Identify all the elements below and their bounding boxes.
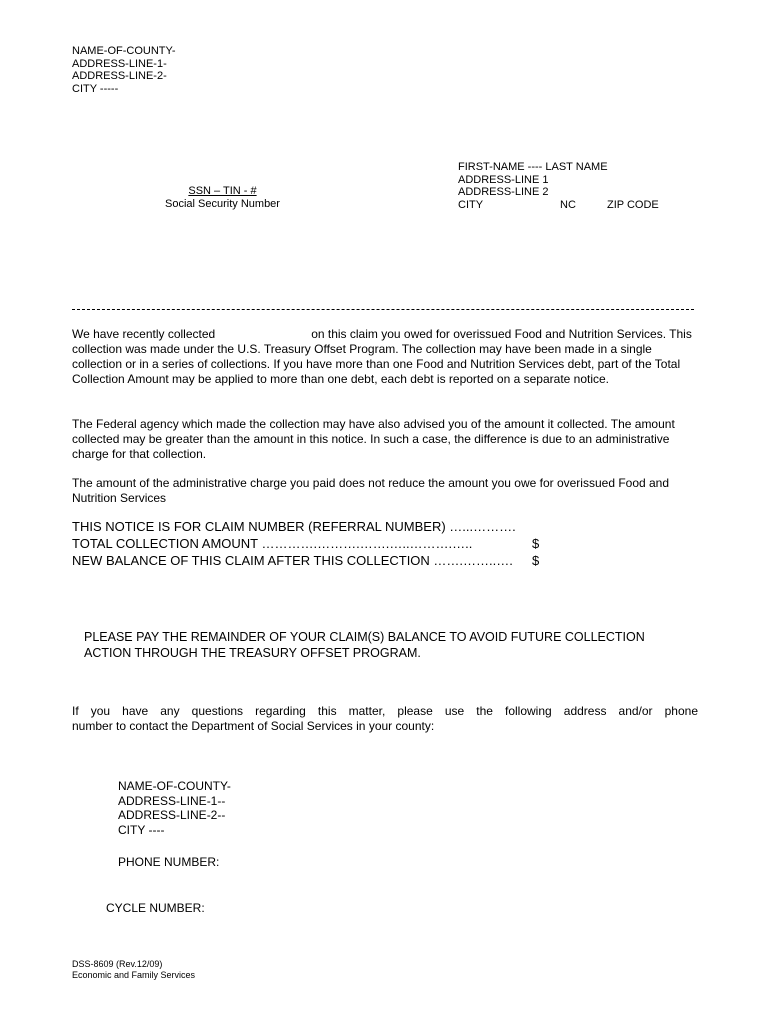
ssn-block	[150, 185, 295, 210]
recipient-address	[458, 161, 659, 211]
recipient-zip: ZIP CODE	[607, 198, 659, 211]
ssn-value: SSN – TIN - #	[188, 185, 257, 197]
administrative-charge-paragraph: The amount of the administrative charge you paid does not reduce the amount you owe for overissued Food and Nutrition Services	[72, 476, 670, 505]
sender-county: NAME-OF-COUNTY-	[72, 45, 176, 57]
sender-address	[72, 45, 175, 95]
new-balance-label: NEW BALANCE OF THIS CLAIM AFTER THIS COLLECTION …….……..….	[72, 553, 513, 568]
recipient-address-line-2: ADDRESS-LINE 2	[458, 186, 549, 198]
sender-address-line-2: ADDRESS-LINE-2-	[72, 70, 167, 82]
claim-number-row	[72, 519, 552, 536]
cycle-number-label: CYCLE NUMBER:	[106, 901, 205, 915]
total-collection-label: TOTAL COLLECTION AMOUNT ………….……….…….…..……….…..	[72, 536, 473, 551]
recipient-name: FIRST-NAME ---- LAST NAME	[458, 161, 608, 173]
contact-city: CITY ----	[118, 822, 165, 837]
federal-agency-paragraph: The Federal agency which made the collection may have also advised you of the amount it collected. The amount collected may be greater than the amount in this notice. In such a case, the difference is due to an administrative charge for that collection.	[72, 417, 675, 461]
contact-address-line-1: ADDRESS-LINE-1--	[118, 793, 226, 808]
claim-summary	[72, 519, 552, 570]
collection-intro: We have recently collected	[72, 327, 216, 341]
sender-city: CITY -----	[72, 82, 119, 95]
questions-line-2: number to contact the Department of Social Services in your county:	[72, 719, 435, 733]
ssn-label: Social Security Number	[165, 197, 280, 210]
contact-address-line-2: ADDRESS-LINE-2--	[118, 808, 226, 822]
new-balance-row	[72, 553, 552, 570]
collection-paragraph	[72, 327, 698, 387]
questions-line-1: If you have any questions regarding this matter, please use the following address and/or phone	[72, 704, 698, 718]
questions-paragraph	[72, 704, 698, 734]
form-number: DSS-8609 (Rev.12/09)	[72, 959, 163, 969]
recipient-city-row	[458, 199, 659, 212]
form-footer	[72, 959, 195, 981]
division-name: Economic and Family Services	[72, 970, 196, 980]
dashed-divider	[72, 309, 694, 310]
recipient-address-line-1: ADDRESS-LINE 1	[458, 173, 549, 186]
sender-address-line-1: ADDRESS-LINE-1-	[72, 57, 167, 70]
recipient-state: NC	[560, 198, 576, 211]
total-collection-dollar-sign: $	[532, 536, 540, 551]
collection-details: on this claim you owed for overissued Food and Nutrition Services. This collection was made under the U.S. Treasury Offset Program. The collection may have been made in a single collection or in a series of collections. If you have more than one Food and Nutrition Services debt, part of the Total Collection Amount may be applied to more than one debt, each debt is reported on a separate notice.	[72, 327, 692, 386]
contact-county: NAME-OF-COUNTY-	[118, 779, 231, 793]
phone-number-label: PHONE NUMBER:	[118, 855, 220, 869]
claim-number-label: THIS NOTICE IS FOR CLAIM NUMBER (REFERRAL NUMBER) …...……….	[72, 519, 516, 534]
total-collection-row	[72, 536, 552, 553]
new-balance-dollar-sign: $	[532, 553, 540, 568]
pay-remainder-notice: PLEASE PAY THE REMAINDER OF YOUR CLAIM(S) BALANCE TO AVOID FUTURE COLLECTION ACTION THROUGH THE TREASURY OFFSET PROGRAM.	[84, 630, 645, 660]
recipient-city: CITY	[458, 198, 484, 211]
contact-address	[118, 779, 231, 837]
